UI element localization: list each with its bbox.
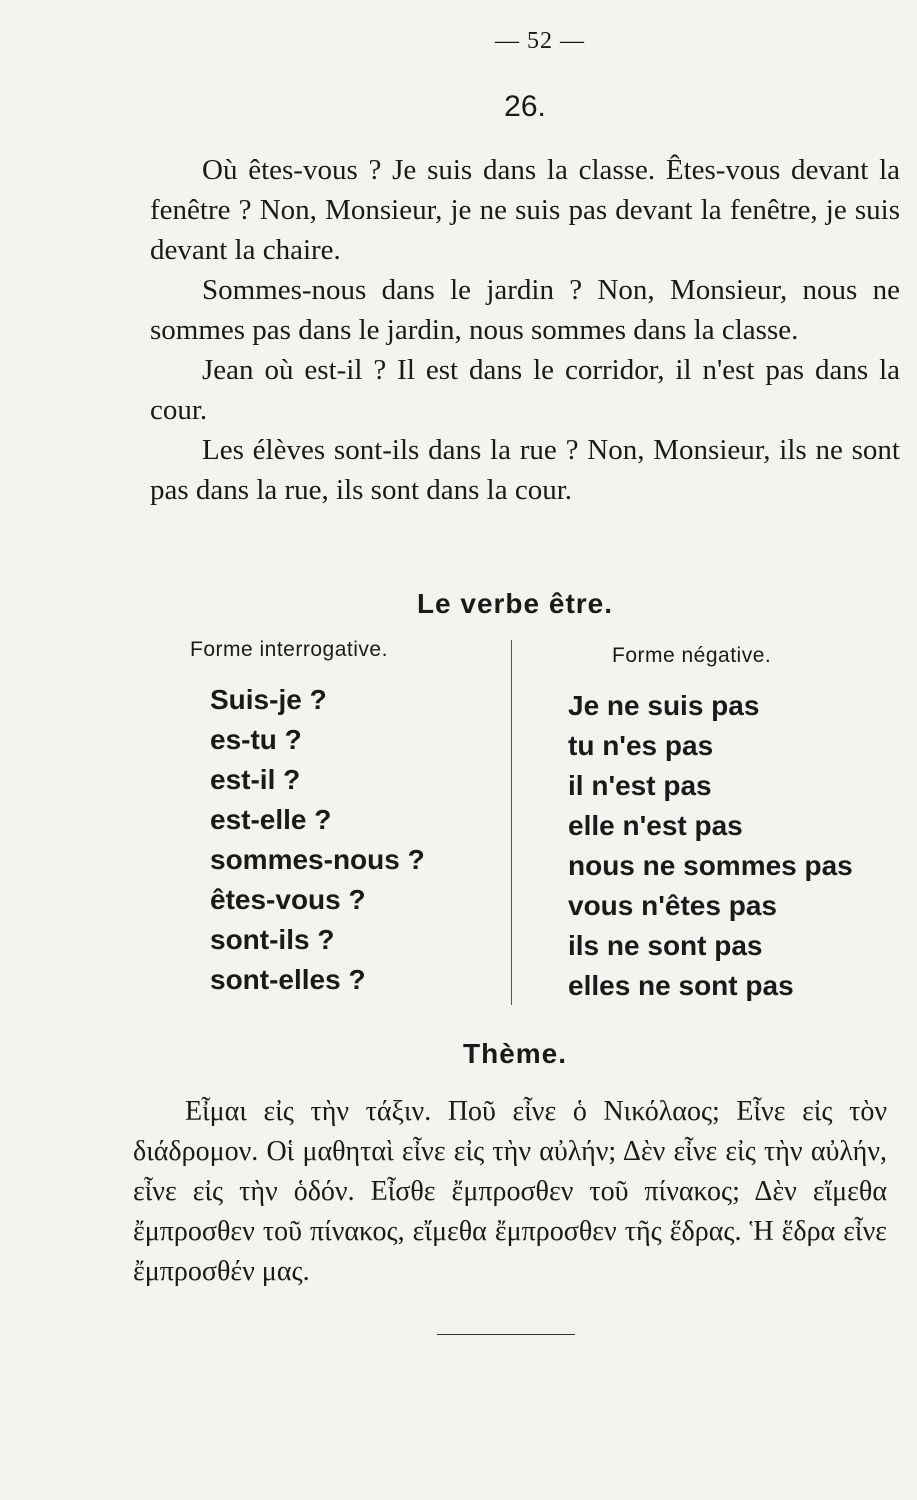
negative-form: elles ne sont pas [568, 970, 794, 1001]
negative-form: nous ne sommes pas [568, 850, 853, 881]
interrogative-form: est-elle ? [210, 804, 332, 835]
conjugation-title: Le verbe être. [416, 588, 614, 619]
negative-form: elle n'est pas [568, 810, 743, 841]
negative-heading: Forme négative. [612, 644, 772, 667]
interrogative-form: sommes-nous ? [210, 844, 425, 875]
prose-paragraph: Où êtes-vous ? Je suis dans la classe. Êtes-vous devant la fenêtre ? Non, Monsieur, je ne suis pas devant la fenêtre, je suis devant la chaire. [150, 154, 900, 266]
prose-section [150, 150, 900, 510]
interrogative-form: sont-elles ? [210, 964, 366, 995]
lesson-number: 26. [504, 90, 546, 123]
theme-title: Thème. [462, 1038, 568, 1069]
interrogative-form: sont-ils ? [210, 924, 335, 955]
end-rule [437, 1334, 575, 1335]
negative-forms [568, 686, 853, 1006]
negative-form: il n'est pas [568, 770, 712, 801]
interrogative-form: êtes-vous ? [210, 884, 366, 915]
prose-paragraph: Les élèves sont-ils dans la rue ? Non, Monsieur, ils ne sont pas dans la rue, ils sont dans la cour. [150, 434, 900, 506]
prose-paragraph: Jean où est-il ? Il est dans le corridor, il n'est pas dans la cour. [150, 354, 900, 426]
negative-form: Je ne suis pas [568, 690, 760, 721]
interrogative-forms [210, 680, 425, 1000]
theme-section [133, 1092, 887, 1292]
interrogative-form: Suis-je ? [210, 684, 327, 715]
interrogative-heading: Forme interrogative. [190, 638, 388, 661]
negative-form: vous n'êtes pas [568, 890, 777, 921]
negative-form: ils ne sont pas [568, 930, 763, 961]
prose-paragraph: Sommes-nous dans le jardin ? Non, Monsieur, nous ne sommes pas dans le jardin, nous sommes dans la classe. [150, 274, 900, 346]
interrogative-form: es-tu ? [210, 724, 302, 755]
column-divider [511, 640, 512, 1005]
negative-form: tu n'es pas [568, 730, 714, 761]
theme-text: Εἶμαι εἰς τὴν τάξιν. Ποῦ εἶνε ὁ Νικόλαος; Εἶνε εἰς τὸν διάδρομον. Οἱ μαθηταὶ εἶνε εἰς τὴν αὐλήν; Δὲν εἶνε εἰς τὴν αὐλήν, εἶνε εἰς τὴν ὁδόν. Εἶσθε ἔμπροσθεν τοῦ πίνακος; Δὲν εἴμεθα ἔμπροσθεν τοῦ πίνακος, εἴμεθα ἔμπροσθεν τῆς ἕδρας. Ἡ ἕδρα εἶνε ἔμπροσθέν μας. [133, 1096, 887, 1287]
page-number: — 52 — [495, 28, 585, 54]
interrogative-form: est-il ? [210, 764, 301, 795]
